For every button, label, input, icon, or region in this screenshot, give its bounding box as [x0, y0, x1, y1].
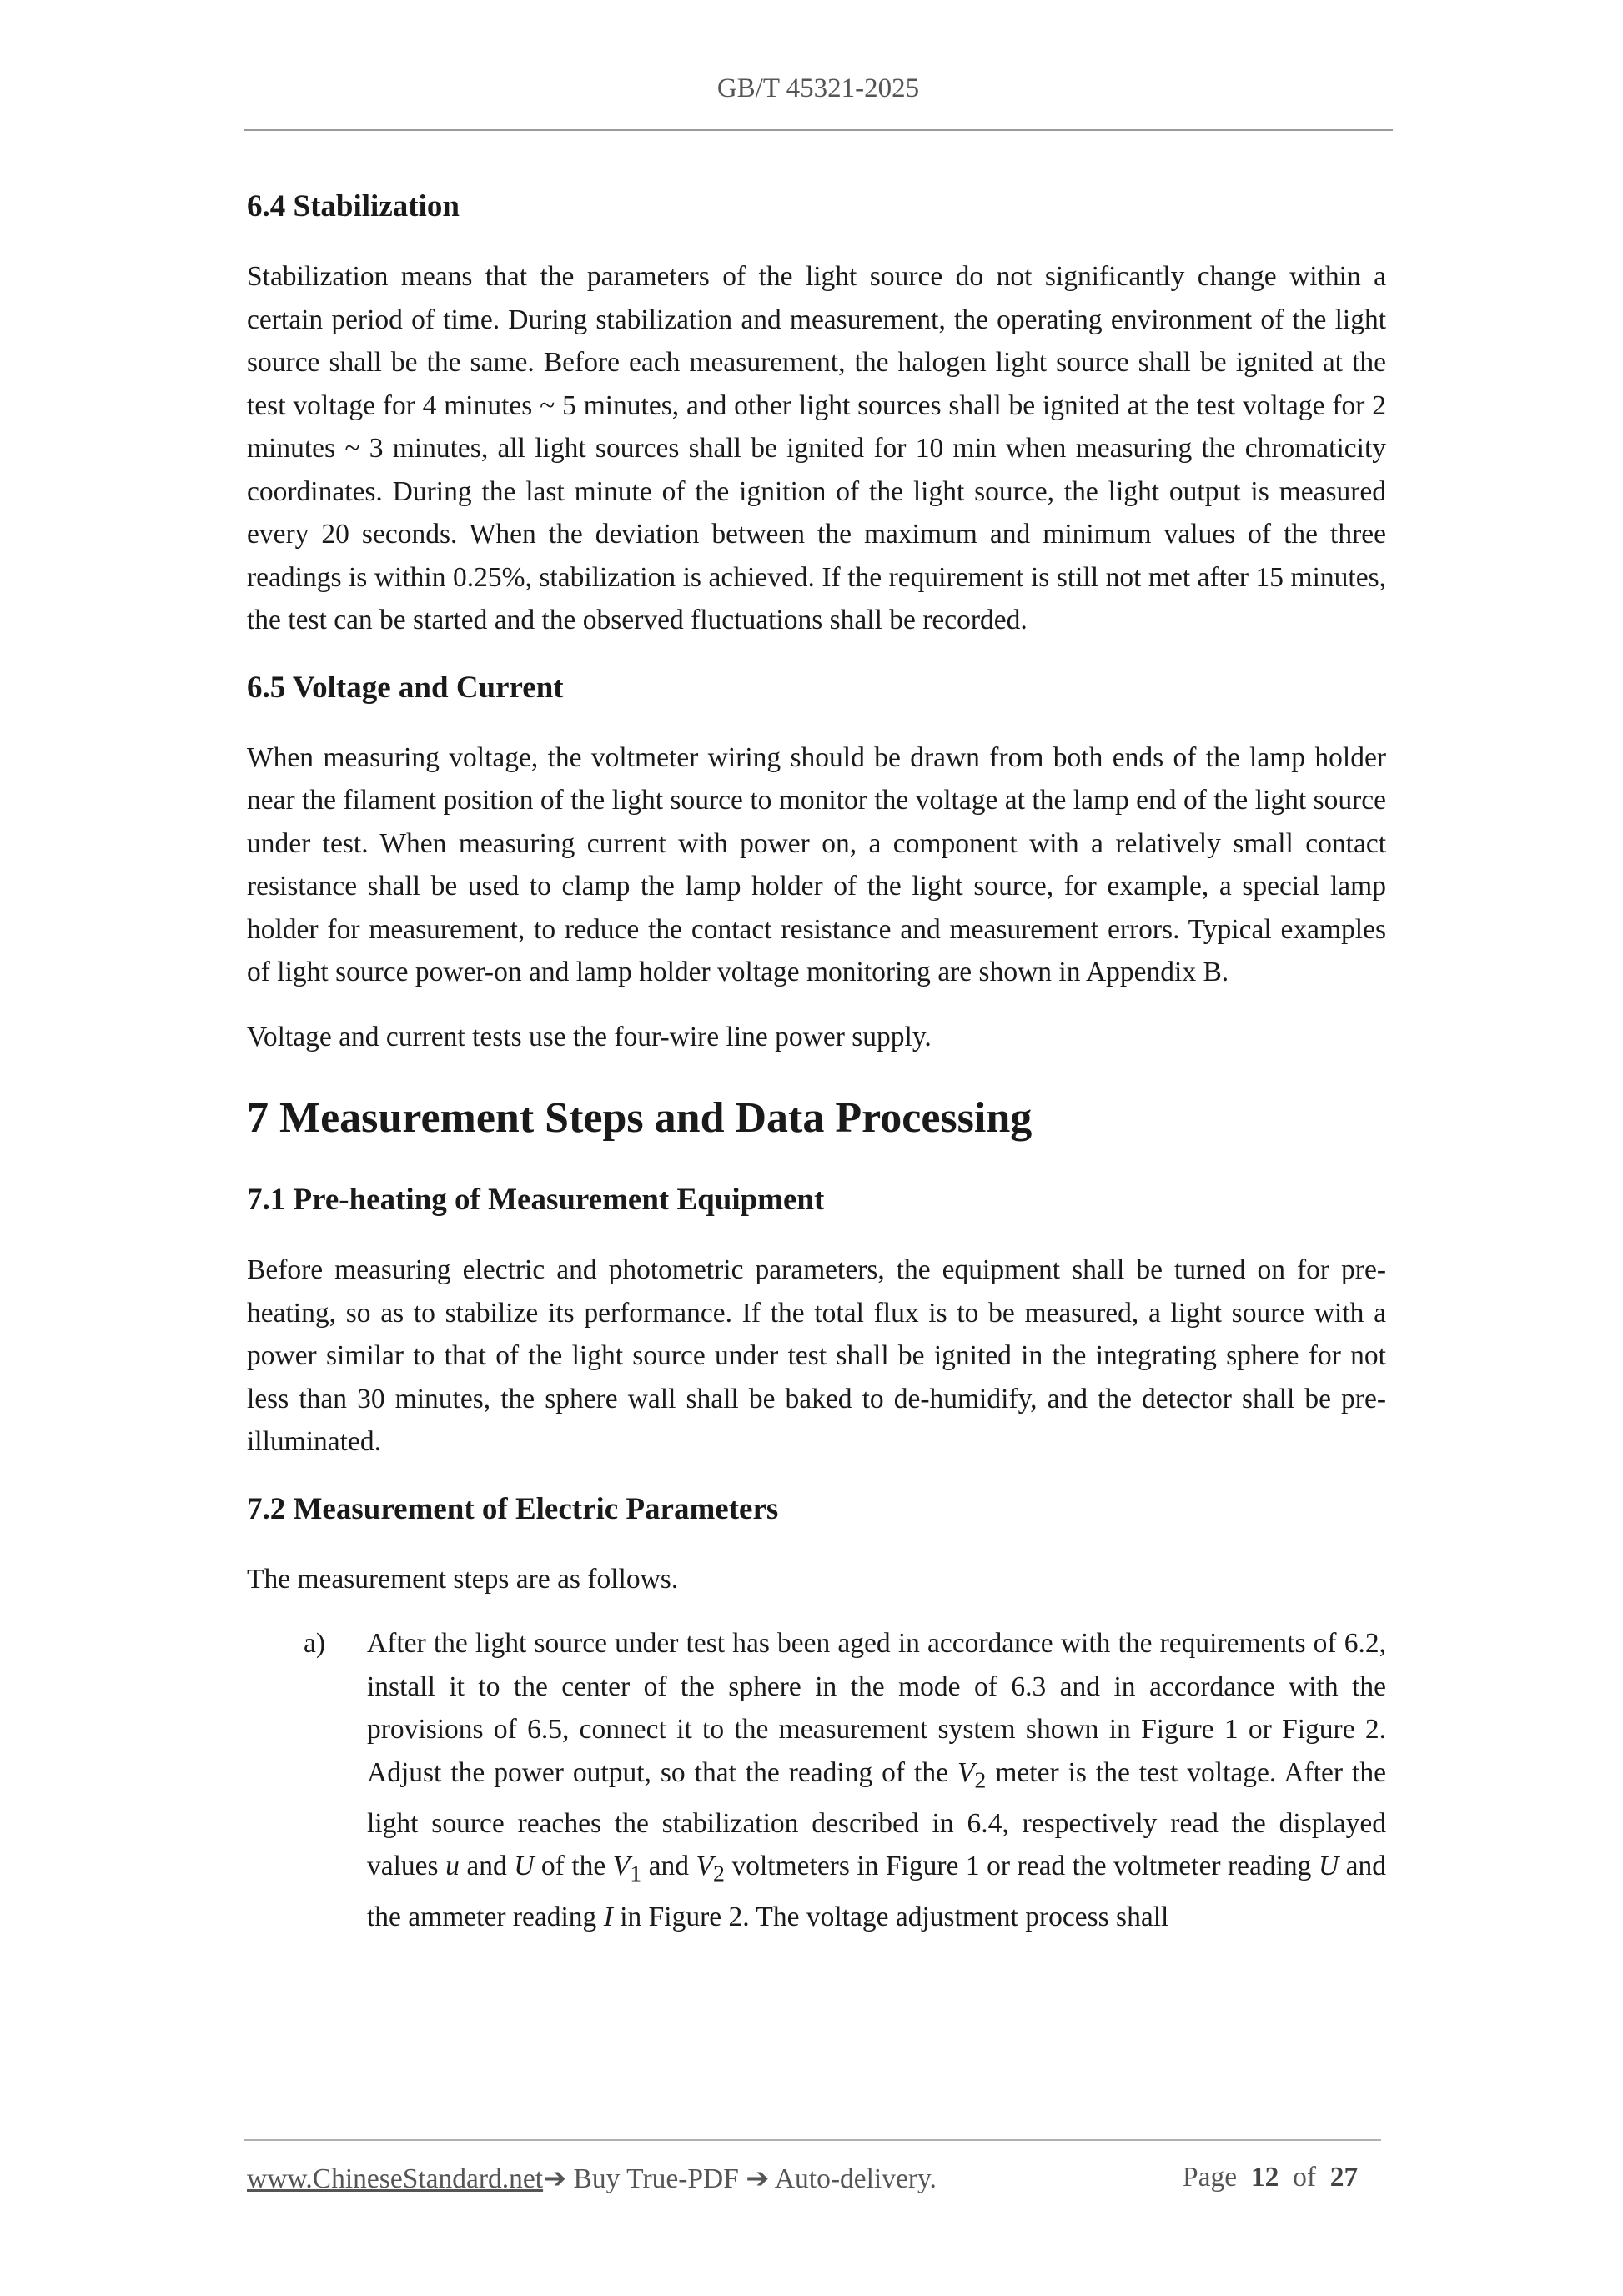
page-content: [247, 175, 1386, 1939]
page-total: 27: [1329, 2162, 1359, 2193]
section-6-5-paragraph-2: Voltage and current tests use the four-wire line power supply.: [247, 1021, 932, 1053]
section-7-1-heading: 7.1 Pre-heating of Measurement Equipment: [247, 1183, 825, 1217]
v2b-symbol: V: [696, 1851, 714, 1882]
item-a-text-5: and: [641, 1851, 696, 1882]
section-7-1-paragraph: Before measuring electric and photometric parameters, the equipment shall be turned on for pre-heating, so as to stabilize its performance. If the total flux is to be measured, a light source with a power similar to that of the light source under test shall be ignited in the integrating sphere for not less than 30 minutes, the sphere wall shall be baked to de-humidify, and the detector shall be pre-illuminated.: [247, 1254, 1386, 1457]
item-a-text-7: and the ammeter reading: [367, 1851, 1387, 1933]
v2-subscript: 2: [974, 1767, 987, 1794]
item-a-text-8: in Figure 2. The voltage adjustment process shall: [612, 1902, 1169, 1933]
u-upper-symbol: U: [514, 1851, 535, 1882]
item-a-text-3: and: [459, 1851, 515, 1882]
v1-subscript: 1: [630, 1861, 642, 1887]
list-text-a: [367, 1622, 1386, 1939]
v1-symbol: V: [612, 1851, 631, 1882]
of-label: of: [1293, 2162, 1317, 2193]
section-6-5-paragraph-1: When measuring voltage, the voltmeter wiring should be drawn from both ends of the lamp holder near the filament position of the light source to monitor the voltage at the lamp end of the light source under test. When measuring current with power on, a component with a relatively small contact resistance shall be used to clamp the lamp holder of the light source, for example, a special lamp holder for measurement, to reduce the contact resistance and measurement errors. Typical examples of light source power-on and lamp holder voltage monitoring are shown in Appendix B.: [247, 741, 1386, 987]
i-symbol: I: [603, 1902, 613, 1933]
list-marker-a: a): [304, 1628, 326, 1659]
item-a-text-4: of the: [534, 1851, 613, 1882]
page-label: Page: [1183, 2162, 1238, 2193]
delivery-text: Auto-delivery.: [769, 2163, 937, 2194]
arrow-icon-1: ➔: [543, 2163, 567, 2194]
v2b-subscript: 2: [713, 1861, 725, 1887]
page-header: GB/T 45321-2025: [716, 73, 920, 103]
item-a-text-2: meter is the test voltage. After the light source reaches the stabilization described in 6.4, respectively read the displayed values: [367, 1756, 1386, 1882]
section-6-4-heading: 6.4 Stabilization: [247, 189, 460, 224]
list-item-a: [247, 1622, 1386, 1939]
footer-promo: [247, 2162, 937, 2195]
section-7-2-heading: 7.2 Measurement of Electric Parameters: [247, 1491, 779, 1526]
page-indicator: [1183, 2162, 1358, 2193]
page-number: 12: [1250, 2162, 1279, 2193]
header-divider: [244, 129, 1393, 131]
section-7-2-intro: The measurement steps are as follows.: [247, 1563, 679, 1595]
arrow-icon-2: ➔: [746, 2163, 770, 2194]
website-link[interactable]: www.ChineseStandard.net: [247, 2163, 544, 2194]
section-7-heading: 7 Measurement Steps and Data Processing: [247, 1094, 1033, 1142]
section-6-4-paragraph: Stabilization means that the parameters of the light source do not significantly change within a certain period of time. During stabilization and measurement, the operating environment of the light source shall be the same. Before each measurement, the halogen light source shall be ignited at the test voltage for 4 minutes ~ 5 minutes, and other light sources shall be ignited at the test voltage for 2 minutes ~ 3 minutes, all light sources shall be ignited for 10 min when measuring the chromaticity coordinates. During the last minute of the ignition of the light source, the light output is measured every 20 seconds. When the deviation between the maximum and minimum values of the three readings is within 0.25%, stabilization is achieved. If the requirement is still not met after 15 minutes, the test can be started and the observed fluctuations shall be recorded.: [247, 261, 1386, 636]
item-a-text-1: After the light source under test has been aged in accordance with the requirements of 6.2, install it to the center of the sphere in the mode of 6.3 and in accordance with the provisions of 6.5, connect it to the measurement system shown in Figure 1 or Figure 2. Adjust the power output, so that the reading of the: [367, 1628, 1386, 1788]
buy-text: Buy True-PDF: [566, 2163, 746, 2194]
footer-divider: [244, 2139, 1381, 2141]
item-a-text-6: voltmeters in Figure 1 or read the voltmeter reading: [724, 1851, 1319, 1882]
u-lower-symbol: u: [445, 1851, 460, 1882]
v2-symbol: V: [957, 1756, 975, 1788]
section-6-5-heading: 6.5 Voltage and Current: [247, 670, 564, 705]
u-upper-symbol-2: U: [1318, 1851, 1339, 1882]
